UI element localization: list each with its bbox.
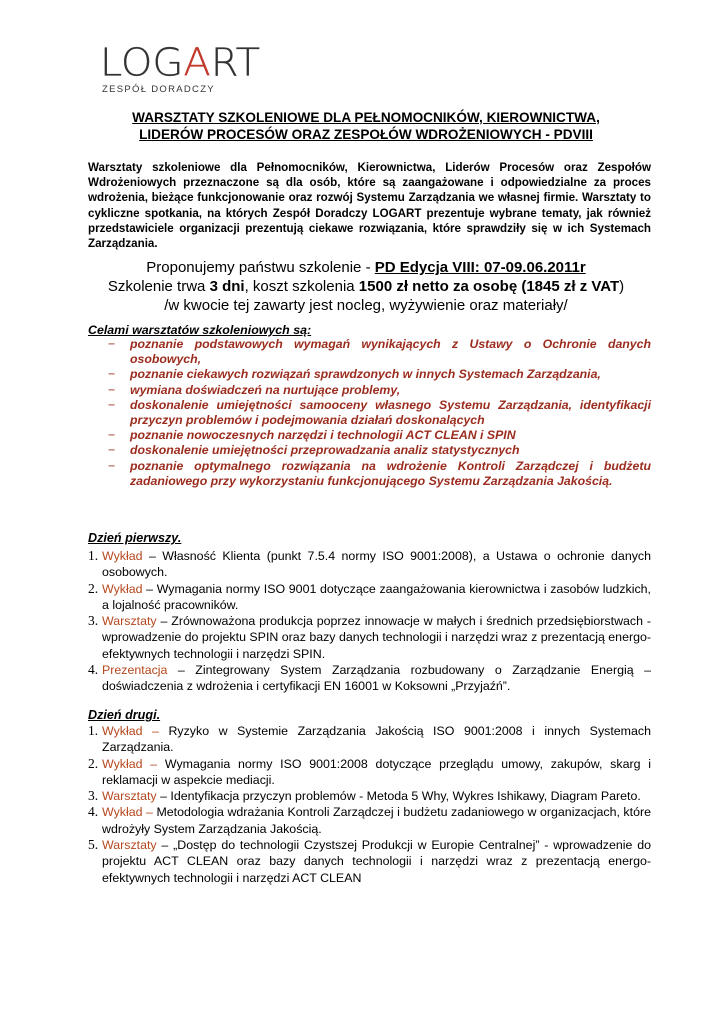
day1-list [88, 548, 651, 695]
goals-list [88, 337, 651, 489]
agenda-item [88, 613, 651, 662]
logo-wordmark: LOGART [100, 41, 261, 85]
session-type: Wykład [102, 549, 143, 563]
agenda-item [88, 662, 651, 695]
goal-item: − poznanie optymalnego rozwiązania na wdrożenie Kontroli Zarządczej i budżetu zadaniowego przy wykorzystaniu funkcjonującego Systemu Zarządzania Jakością. [88, 459, 651, 489]
day2-list [88, 723, 651, 886]
goal-item: − poznanie nowoczesnych narzędzi i technologii ACT CLEAN i SPIN [88, 428, 651, 443]
session-type: Prezentacja [102, 663, 168, 678]
session-type: Wykład – [102, 805, 153, 820]
day1-heading: Dzień pierwszy. [88, 531, 182, 545]
agenda-number: 3. [88, 613, 99, 629]
agenda-number: 1. [88, 723, 99, 738]
agenda-item [88, 756, 651, 789]
goal-item: − wymiana doświadczeń na nurtujące problemy, [88, 383, 651, 398]
goal-item: − doskonalenie umiejętności przeprowadzania analiz statystycznych [88, 443, 651, 458]
session-description: – Zrównoważona produkcja poprzez innowacje w małych i średnich przedsiębiorstwach - wprowadzenie do projektu SPIN oraz bazy danych technologii i narzędzi wraz z prezentacją energo-efektywnych technologii i narzędzi SPIN. [102, 614, 651, 661]
agenda-number: 5. [88, 837, 99, 853]
agenda-item [88, 548, 651, 581]
title-line-2: LIDERÓW PROCESÓW ORAZ ZESPOŁÓW WDROŻENIOWYCH - PDVIII [139, 127, 593, 142]
session-description: Wymagania normy ISO 9001:2008 dotyczące przeglądu umowy, zakupów, skarg i reklamacji w aspekcie mediacji. [102, 756, 651, 787]
session-description: Ryzyko w Systemie Zarządzania Jakością ISO 9001:2008 i innych Systemach Zarządzania. [102, 724, 651, 755]
goal-item: − poznanie podstawowych wymagań wynikających z Ustawy o Ochronie danych osobowych, [88, 337, 651, 367]
agenda-item [88, 723, 651, 756]
session-type: Warsztaty [102, 614, 157, 629]
logo-subtitle: ZESPÓŁ DORADCZY [102, 84, 215, 95]
agenda-item [88, 837, 651, 886]
session-description: – Zintegrowany System Zarządzania rozbudowany o Zarządzanie Energią – doświadczenia z wdrożenia i certyfikacji EN 16001 w Koksowni „Przyjaźń”. [102, 663, 651, 694]
agenda-number: 4. [88, 662, 99, 678]
offer-line-3: /w kwocie tej zawarty jest nocleg, wyżywienie oraz materiały/ [164, 297, 568, 314]
title-line-1: WARSZTATY SZKOLENIOWE DLA PEŁNOMOCNIKÓW, KIEROWNICTWA, [132, 110, 600, 125]
agenda-number: 2. [88, 580, 99, 596]
session-type: Wykład – [102, 756, 158, 771]
session-description: Metodologia wdrażania Kontroli Zarządczej i budżetu zadaniowego w organizacjach, które wdrożyły System Zarządzania Jakością. [102, 805, 651, 836]
session-type: Warsztaty [102, 838, 157, 853]
offer-line-2: Szkolenie trwa 3 dni, koszt szkolenia 1500 zł netto za osobę (1845 zł z VAT) [107, 278, 625, 295]
session-description: – Własność Klienta (punkt 7.5.4 normy ISO 9001:2008), a Ustawa o ochronie danych osobowych. [102, 549, 651, 580]
agenda-item [88, 581, 651, 614]
goal-item: − poznanie ciekawych rozwiązań sprawdzonych w innych Systemach Zarządzania, [88, 367, 651, 382]
goals-heading: Celami warsztatów szkoleniowych są: [88, 323, 312, 337]
edition-label: PD Edycja VIII: 07-09.06.2011r [374, 259, 586, 276]
session-type: Wykład [102, 581, 143, 596]
intro-paragraph: Warsztaty szkoleniowe dla Pełnomocników, Kierownictwa, Liderów Procesów oraz Zespołów Wdrożeniowych przeznaczone są dla osób, które są zaangażowane i odpowiedzialne za proces wdrożenia, bieżące funkcjonowanie oraz rozwój Systemu Zarządzania we własnej firmie. Warsztaty to cykliczne spotkania, na których Zespół Doradczy LOGART prezentuje wybrane tematy, jak również przedstawiciele organizacji prezentują ciekawe rozwiązania, które sprawdziły się w ich Systemach Zarządzania. [88, 161, 651, 251]
session-type: Warsztaty [102, 789, 157, 804]
goal-item: − doskonalenie umiejętności samooceny własnego Systemu Zarządzania, identyfikacji przyczyn problemów i podejmowania działań doskonalących [88, 398, 651, 428]
offer-line-1: Proponujemy państwu szkolenie - PD Edycja VIII: 07-09.06.2011r [146, 259, 586, 276]
session-description: – „Dostęp do technologii Czystszej Produkcji w Europie Centralnej” - wprowadzenie do projektu ACT CLEAN oraz bazy danych technologii i narzędzi wraz z prezentacją energo-efektywnych technologii i narzędzi ACT CLEAN [102, 838, 651, 885]
agenda-item [88, 804, 651, 837]
agenda-number: 1. [88, 548, 99, 563]
agenda-number: 2. [88, 755, 99, 771]
agenda-item [88, 788, 651, 804]
agenda-number: 4. [88, 804, 99, 820]
day2-heading: Dzień drugi. [88, 708, 161, 722]
session-type: Wykład – [102, 724, 159, 738]
offer-block [60, 258, 672, 315]
session-description: – Identyfikacja przyczyn problemów - Metoda 5 Why, Wykres Ishikawy, Diagram Pareto. [156, 789, 641, 804]
session-description: – Wymagania normy ISO 9001 dotyczące zaangażowania kierownictwa i zasobów ludzkich, a lojalność pracowników. [102, 581, 651, 612]
document-title [60, 109, 672, 143]
agenda-number: 3. [88, 788, 99, 804]
logart-logo [100, 43, 272, 93]
